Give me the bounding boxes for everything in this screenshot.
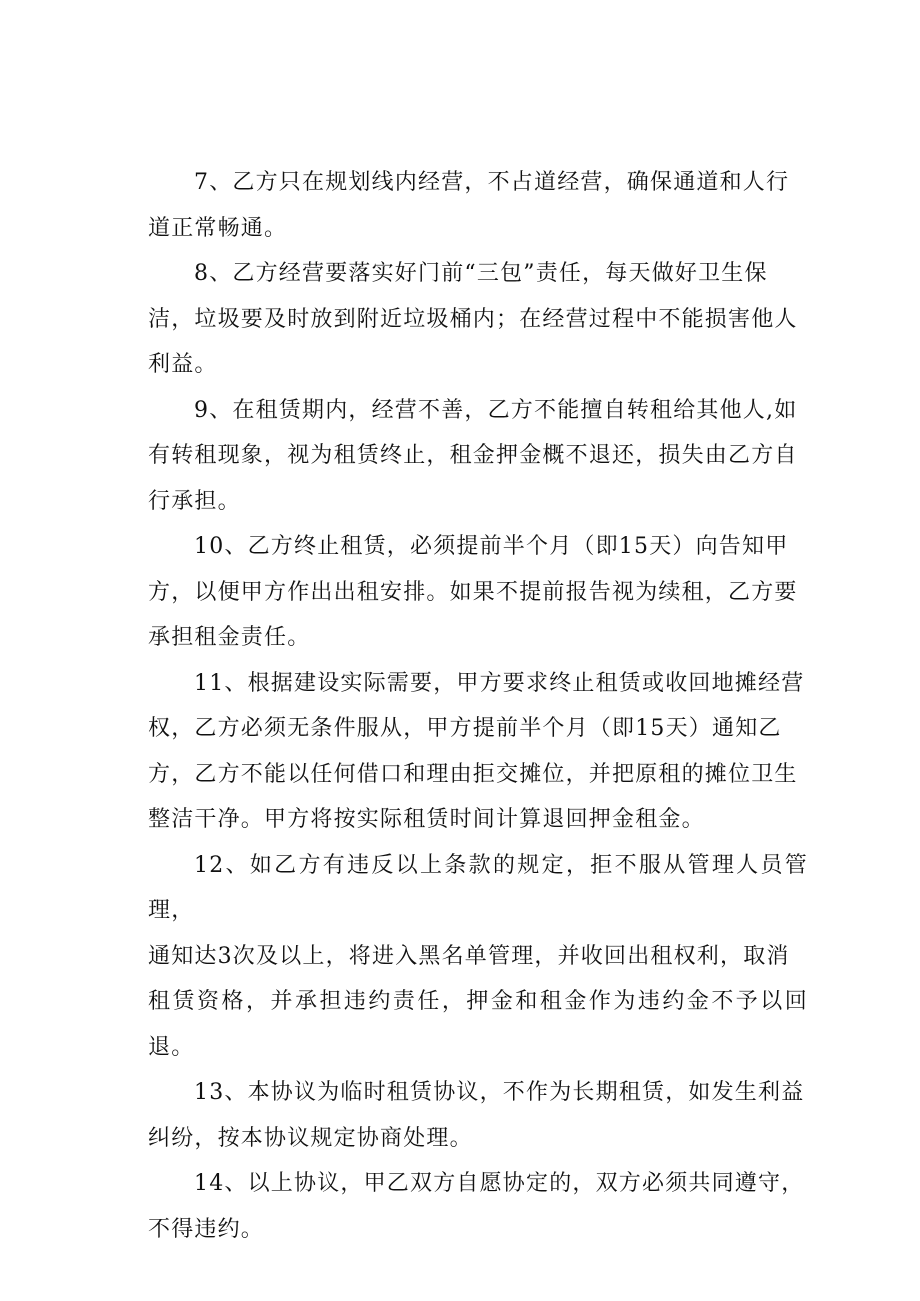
clause-line: 12、如乙方有违反以上条款的规定，拒不服从管理人员管理， bbox=[148, 852, 808, 923]
clause-line: 承担租金责任。 bbox=[148, 625, 311, 650]
clause-line: 7、乙方只在规划线内经营，不占道经营，确保通道和人行 bbox=[194, 170, 790, 195]
clause-10 bbox=[148, 524, 808, 661]
clause-line: 不得违约。 bbox=[148, 1216, 265, 1242]
clause-11 bbox=[148, 661, 808, 843]
clause-line: 方，以便甲方作出出租安排。如果不提前报告视为续租，乙方要 bbox=[148, 579, 798, 605]
clause-9 bbox=[148, 388, 808, 525]
clause-line: 洁，垃圾要及时放到附近垃圾桶内；在经营过程中不能损害他人 bbox=[148, 306, 798, 332]
clause-7 bbox=[148, 160, 808, 251]
clause-line: 权，乙方必须无条件服从，甲方提前半个月（即15天）通知乙 bbox=[148, 716, 782, 741]
clause-line: 租赁资格，并承担违约责任，押金和租金作为违约金不予以回退。 bbox=[148, 989, 808, 1060]
document-body bbox=[148, 160, 808, 1252]
clause-14 bbox=[148, 1161, 808, 1252]
clause-line: 9、在租赁期内，经营不善，乙方不能擅自转租给其他人,如 bbox=[194, 397, 798, 423]
clause-line: 有转租现象，视为租赁终止，租金押金概不退还，损失由乙方自 bbox=[148, 443, 798, 468]
clause-line: 11、根据建设实际需要，甲方要求终止租赁或收回地摊经营 bbox=[194, 670, 805, 696]
clause-line: 道正常畅通。 bbox=[148, 215, 288, 241]
clause-8 bbox=[148, 251, 808, 388]
clause-line: 通知达3次及以上，将进入黑名单管理，并收回出租权利，取消 bbox=[148, 943, 790, 969]
clause-line: 整洁干净。甲方将按实际租赁时间计算退回押金租金。 bbox=[148, 807, 705, 832]
clause-line: 行承担。 bbox=[148, 488, 241, 514]
clause-line: 13、本协议为临时租赁协议，不作为长期租赁，如发生利益 bbox=[194, 1080, 805, 1105]
clause-line: 8、乙方经营要落实好门前“三包”责任，每天做好卫生保 bbox=[194, 261, 768, 286]
clause-line: 10、乙方终止租赁，必须提前半个月（即15天）向告知甲 bbox=[194, 534, 789, 559]
clause-12 bbox=[148, 843, 808, 1071]
clause-line: 14、以上协议，甲乙双方自愿协定的，双方必须共同遵守， bbox=[194, 1171, 805, 1196]
clause-13 bbox=[148, 1070, 808, 1161]
clause-line: 利益。 bbox=[148, 352, 218, 377]
clause-line: 方，乙方不能以任何借口和理由拒交摊位，并把原租的摊位卫生 bbox=[148, 761, 798, 787]
clause-line: 纠纷，按本协议规定协商处理。 bbox=[148, 1125, 473, 1151]
